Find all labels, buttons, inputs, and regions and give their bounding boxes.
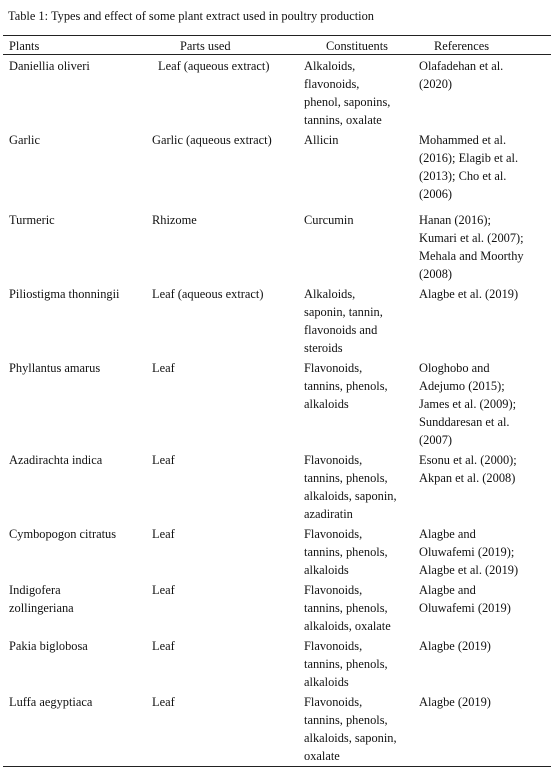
table-row: [3, 525, 551, 581]
table-header-row: [3, 36, 551, 55]
constituents-cell: Flavonoids, tannins, phenols, alkaloids, oxalate: [304, 583, 391, 633]
parts-cell: Leaf (aqueous extract): [158, 59, 270, 73]
constituents-cell: Flavonoids, tannins, phenols, alkaloids: [304, 361, 388, 411]
plant-cell: Garlic: [9, 133, 40, 147]
references-cell: Alagbe et al. (2019): [419, 287, 519, 301]
plant-cell: Phyllantus amarus: [9, 361, 101, 375]
table-row: [3, 693, 551, 766]
header-references: References: [434, 39, 490, 53]
references-cell: Alagbe and Oluwafemi (2019): [419, 583, 511, 615]
references-cell: Olafadehan et al. (2020): [419, 59, 504, 91]
table-row: [3, 359, 551, 451]
plant-cell: Luffa aegyptiaca: [9, 695, 93, 709]
table-row: [3, 285, 551, 359]
plant-cell: Cymbopogon citratus: [9, 527, 117, 541]
constituents-cell: Flavonoids, tannins, phenols, alkaloids, saponin, azadiratin: [304, 453, 397, 521]
parts-cell: Leaf: [152, 361, 175, 375]
plant-cell: Piliostigma thonningii: [9, 287, 120, 301]
header-parts-used: Parts used: [180, 39, 231, 53]
parts-cell: Leaf: [152, 453, 175, 467]
parts-cell: Leaf: [152, 695, 175, 709]
plant-cell: Daniellia oliveri: [9, 59, 90, 73]
parts-cell: Rhizome: [152, 213, 197, 227]
table-row: [3, 581, 551, 637]
plant-cell: Azadirachta indica: [9, 453, 103, 467]
table-row: [3, 451, 551, 525]
table-row: [3, 211, 551, 285]
table-row: [3, 637, 551, 693]
parts-cell: Garlic (aqueous extract): [152, 133, 272, 147]
constituents-cell: Flavonoids, tannins, phenols, alkaloids, saponin, oxalate: [304, 695, 397, 763]
parts-cell: Leaf: [152, 527, 175, 541]
references-cell: Hanan (2016); Kumari et al. (2007); Mehala and Moorthy (2008): [419, 213, 524, 281]
references-cell: Esonu et al. (2000); Akpan et al. (2008): [419, 453, 517, 485]
plant-cell: Turmeric: [9, 213, 55, 227]
plant-extract-table: [3, 35, 551, 767]
references-cell: Alagbe and Oluwafemi (2019); Alagbe et al. (2019): [419, 527, 519, 577]
references-cell: Ologhobo and Adejumo (2015); James et al. (2009); Sunddaresan et al. (2007): [419, 361, 517, 447]
parts-cell: Leaf (aqueous extract): [152, 287, 264, 301]
constituents-cell: Alkaloids, saponin, tannin, flavonoids and steroids: [304, 287, 383, 355]
references-cell: Mohammed et al. (2016); Elagib et al. (2013); Cho et al. (2006): [419, 133, 519, 201]
constituents-cell: Flavonoids, tannins, phenols, alkaloids: [304, 527, 388, 577]
plant-cell: Indigofera zollingeriana: [9, 583, 74, 615]
parts-cell: Leaf: [152, 639, 175, 653]
table-row: [3, 57, 551, 131]
header-constituents: Constituents: [326, 39, 388, 53]
plant-cell: Pakia biglobosa: [9, 639, 88, 653]
constituents-cell: Allicin: [304, 133, 339, 147]
constituents-cell: Curcumin: [304, 213, 354, 227]
constituents-cell: Alkaloids, flavonoids, phenol, saponins, tannins, oxalate: [304, 59, 391, 127]
table-caption: Table 1: Types and effect of some plant extract used in poultry production: [8, 9, 374, 23]
header-plants: Plants: [9, 39, 40, 53]
parts-cell: Leaf: [152, 583, 175, 597]
references-cell: Alagbe (2019): [419, 639, 491, 653]
references-cell: Alagbe (2019): [419, 695, 491, 709]
table-row: [3, 131, 551, 211]
constituents-cell: Flavonoids, tannins, phenols, alkaloids: [304, 639, 388, 689]
